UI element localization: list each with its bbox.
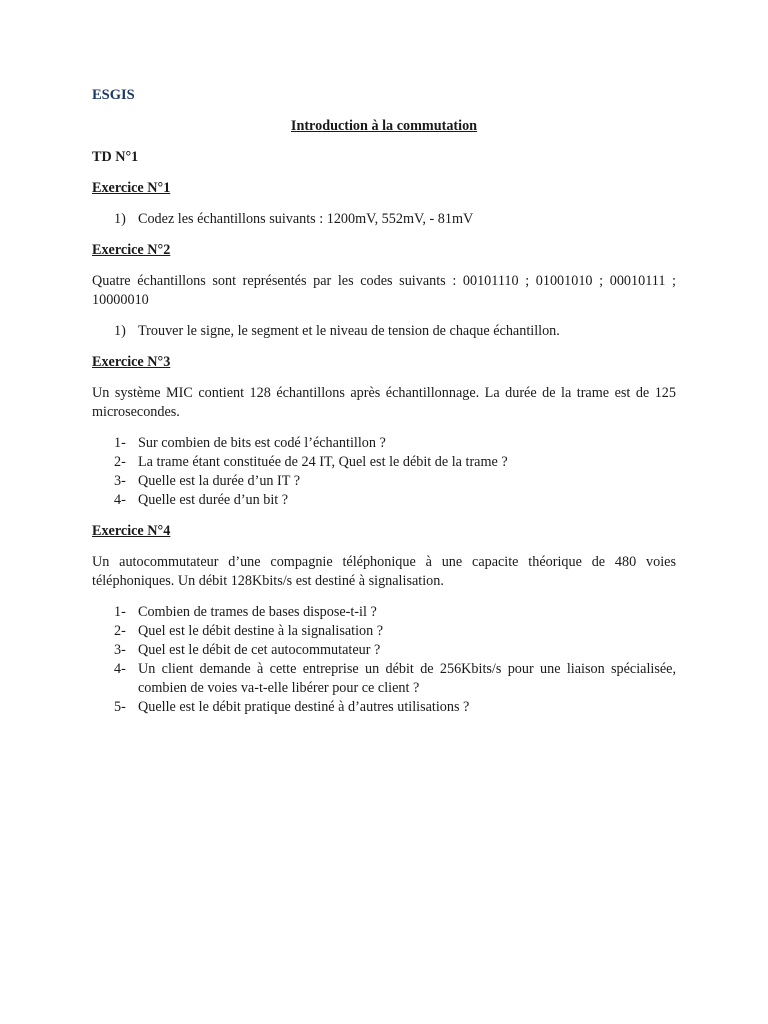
question-item bbox=[92, 322, 676, 341]
organization-name: ESGIS bbox=[92, 87, 135, 103]
question-number: 3- bbox=[114, 642, 126, 658]
question-item bbox=[92, 603, 676, 622]
question-number: 4- bbox=[114, 492, 126, 508]
question-list bbox=[92, 210, 676, 229]
question-item bbox=[92, 660, 676, 698]
question-number: 2- bbox=[114, 454, 126, 470]
question-item bbox=[92, 698, 676, 717]
question-item bbox=[92, 210, 676, 229]
question-number: 1- bbox=[114, 435, 126, 451]
question-item bbox=[92, 434, 676, 453]
question-text: Quelle est la durée d’un IT ? bbox=[138, 473, 301, 489]
question-number: 1- bbox=[114, 604, 126, 620]
question-text: Sur combien de bits est codé l’échantillon ? bbox=[138, 435, 386, 451]
question-number: 5- bbox=[114, 699, 126, 715]
document-title: Introduction à la commutation bbox=[290, 118, 478, 134]
question-text: Quelle est durée d’un bit ? bbox=[138, 492, 289, 508]
question-number: 2- bbox=[114, 623, 126, 639]
question-item bbox=[92, 453, 676, 472]
question-list bbox=[92, 322, 676, 341]
exercise-intro: Quatre échantillons sont représentés par les codes suivants : 00101110 ; 01001010 ; 00010111 ; 10000010 bbox=[92, 273, 676, 308]
exercise-2 bbox=[92, 241, 676, 341]
question-text: La trame étant constituée de 24 IT, Quel est le débit de la trame ? bbox=[138, 454, 508, 470]
exercise-heading: Exercice N°3 bbox=[92, 354, 171, 370]
question-text: Quelle est le débit pratique destiné à d’autres utilisations ? bbox=[138, 699, 470, 715]
question-number: 1) bbox=[114, 323, 126, 339]
exercise-heading: Exercice N°1 bbox=[92, 180, 171, 196]
exercise-heading: Exercice N°2 bbox=[92, 242, 171, 258]
question-number: 3- bbox=[114, 473, 126, 489]
exercise-1 bbox=[92, 179, 676, 229]
question-text: Codez les échantillons suivants : 1200mV, 552mV, - 81mV bbox=[138, 211, 474, 227]
question-item bbox=[92, 641, 676, 660]
question-number: 4- bbox=[114, 661, 126, 677]
question-list bbox=[92, 434, 676, 510]
question-text: Trouver le signe, le segment et le niveau de tension de chaque échantillon. bbox=[138, 323, 560, 339]
question-text: Combien de trames de bases dispose-t-il ? bbox=[138, 604, 377, 620]
exercise-intro: Un système MIC contient 128 échantillons après échantillonnage. La durée de la trame est de 125 microsecondes. bbox=[92, 385, 676, 420]
question-list bbox=[92, 603, 676, 717]
question-text: Un client demande à cette entreprise un débit de 256Kbits/s pour une liaison spécialisée, combien de voies va-t-elle libérer pour ce client ? bbox=[138, 661, 676, 696]
td-number: TD N°1 bbox=[92, 149, 139, 165]
question-text: Quel est le débit destine à la signalisation ? bbox=[138, 623, 384, 639]
exercise-4 bbox=[92, 522, 676, 717]
exercise-3 bbox=[92, 353, 676, 510]
question-item bbox=[92, 472, 676, 491]
question-number: 1) bbox=[114, 211, 126, 227]
question-item bbox=[92, 491, 676, 510]
question-text: Quel est le débit de cet autocommutateur ? bbox=[138, 642, 381, 658]
exercise-heading: Exercice N°4 bbox=[92, 523, 171, 539]
question-item bbox=[92, 622, 676, 641]
exercise-intro: Un autocommutateur d’une compagnie téléphonique à une capacite théorique de 480 voies téléphoniques. Un débit 128Kbits/s est destiné à signalisation. bbox=[92, 554, 676, 589]
